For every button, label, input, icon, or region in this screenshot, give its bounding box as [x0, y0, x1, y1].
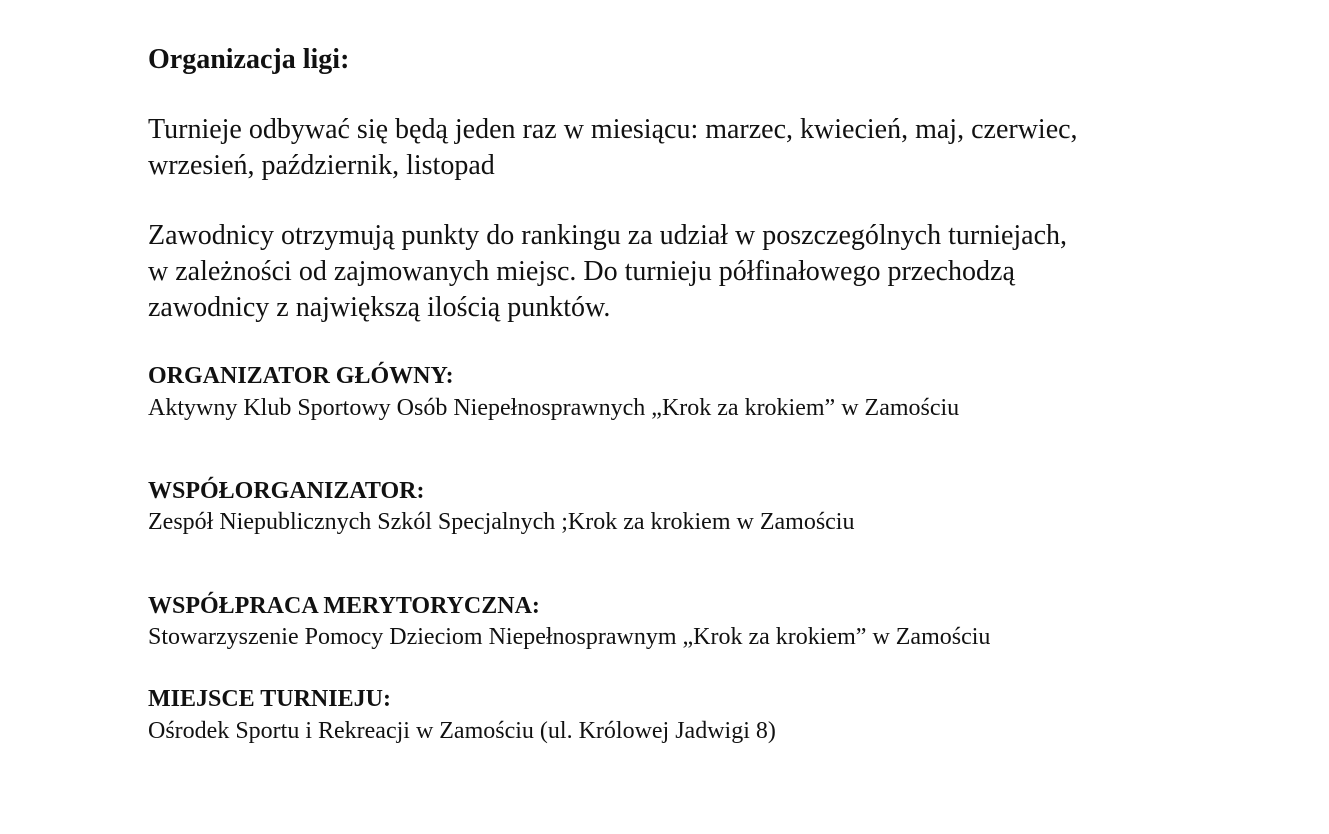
cooperation-text: Stowarzyszenie Pomocy Dzieciom Niepełnosprawnym „Krok za krokiem” w Zamościu: [148, 624, 991, 650]
paragraph-line: zawodnicy z największą ilością punktów.: [148, 292, 611, 323]
schedule-paragraph: [148, 112, 1078, 184]
page-title: Organizacja ligi:: [148, 44, 350, 75]
paragraph-line: Zawodnicy otrzymują punkty do rankingu za udział w poszczególnych turniejach,: [148, 220, 1068, 251]
venue-heading: MIEJSCE TURNIEJU:: [148, 686, 391, 712]
co-organizer-text: Zespół Niepublicznych Szkól Specjalnych ;Krok za krokiem w Zamościu: [148, 509, 855, 535]
paragraph-line: wrzesień, październik, listopad: [148, 150, 495, 181]
main-organizer-text: Aktywny Klub Sportowy Osób Niepełnosprawnych „Krok za krokiem” w Zamościu: [148, 395, 960, 421]
paragraph-line: w zależności od zajmowanych miejsc. Do turnieju półfinałowego przechodzą: [148, 256, 1015, 287]
paragraph-line: Turnieje odbywać się będą jeden raz w miesiącu: marzec, kwiecień, maj, czerwiec,: [148, 114, 1078, 145]
main-organizer-heading: ORGANIZATOR GŁÓWNY:: [148, 363, 454, 389]
co-organizer-heading: WSPÓŁORGANIZATOR:: [148, 478, 425, 504]
ranking-paragraph: [148, 218, 1067, 326]
cooperation-heading: WSPÓŁPRACA MERYTORYCZNA:: [148, 593, 540, 619]
venue-text: Ośrodek Sportu i Rekreacji w Zamościu (ul. Królowej Jadwigi 8): [148, 718, 776, 744]
